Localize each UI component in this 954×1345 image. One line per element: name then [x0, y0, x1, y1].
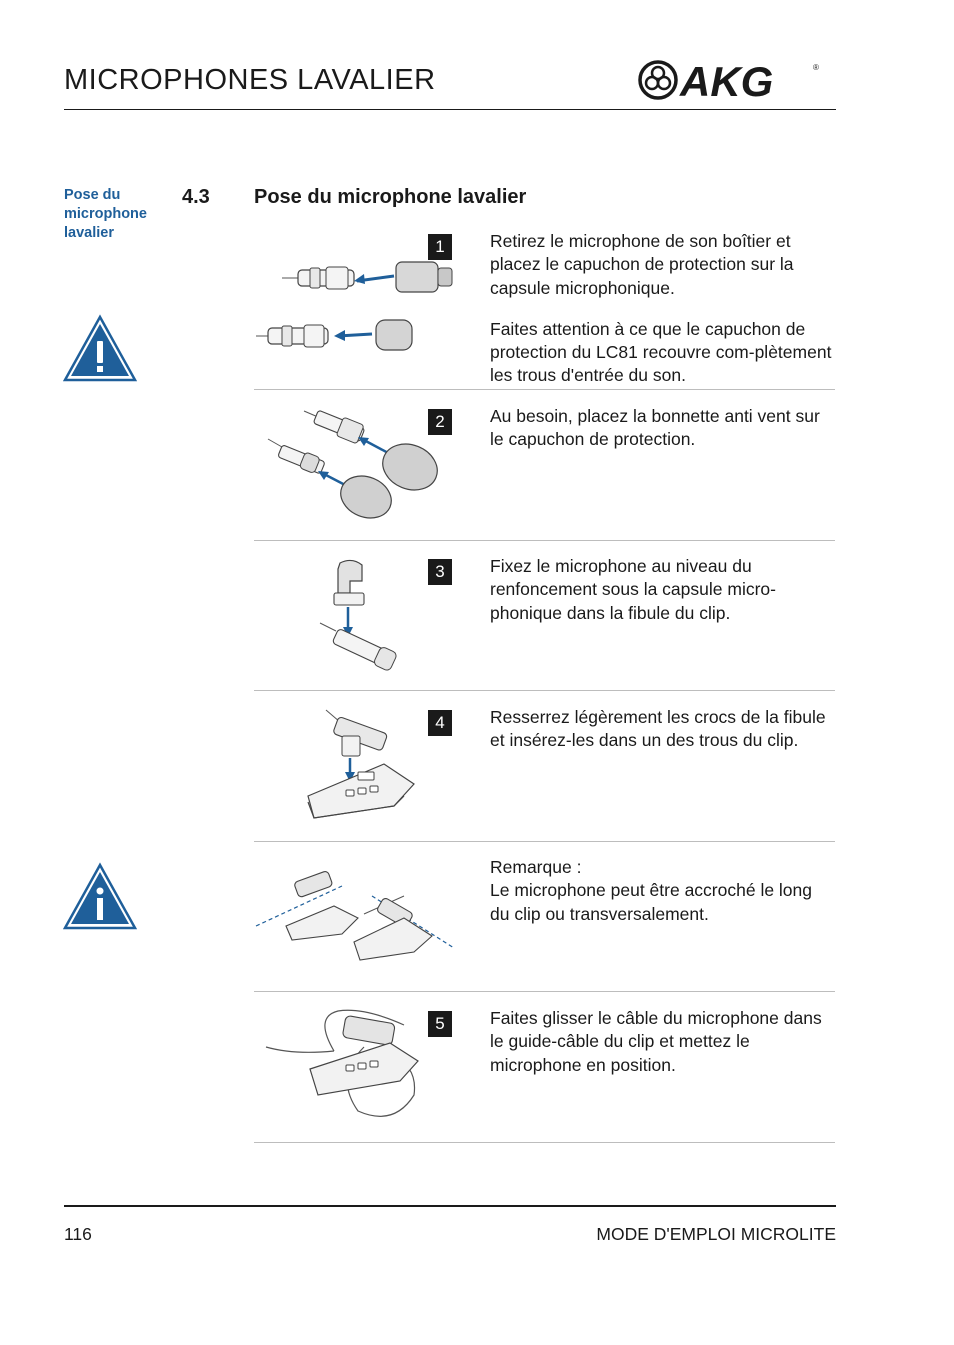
step-paragraph: Retirez le microphone de son boîtier et placez le capuchon de protection sur la capsule microphonique.	[490, 231, 794, 298]
step-paragraph: Le microphone peut être accroché le long du clip ou transversalement.	[490, 880, 813, 924]
step-badge: 5	[428, 1011, 452, 1037]
step-paragraph: Fixez le microphone au niveau du renfoncement sous la capsule micro-phonique dans la fibule du clip.	[490, 556, 776, 623]
footer-title: MODE D'EMPLOI MICROLITE	[596, 1224, 836, 1244]
step-paragraph: Resserrez légèrement les crocs de la fibule et insérez-les dans un des trous du clip.	[490, 707, 826, 751]
step-badge: 4	[428, 710, 452, 736]
step-1-text	[490, 230, 835, 406]
footer-rule	[64, 1205, 836, 1207]
section-number: 4.3	[182, 186, 210, 208]
step-divider	[254, 841, 835, 842]
akg-wordmark: AKG	[680, 58, 774, 102]
step-paragraph: Faites glisser le câble du microphone dans le guide-câble du clip et mettez le microphone en position.	[490, 1008, 822, 1075]
step-2-text	[490, 405, 835, 470]
akg-logo	[638, 58, 820, 102]
step-badge: 1	[428, 234, 452, 260]
step-divider	[254, 540, 835, 541]
step-4-text	[490, 706, 835, 771]
step-divider	[254, 690, 835, 691]
step-divider	[254, 1142, 835, 1143]
step-badge: 3	[428, 559, 452, 585]
remark-illustration	[254, 856, 459, 996]
step-paragraph: Faites attention à ce que le capuchon de protection du LC81 recouvre com-plètement les trous d'entrée du son.	[490, 318, 832, 386]
step-divider	[254, 991, 835, 992]
page-header-title: MICROPHONES LAVALIER	[64, 64, 436, 96]
akg-emblem-icon	[640, 62, 676, 98]
warning-triangle-icon	[63, 314, 137, 382]
step-divider	[254, 389, 835, 390]
margin-note: Pose du microphone lavalier	[64, 187, 147, 241]
step-badge: 2	[428, 409, 452, 435]
step-3-text	[490, 555, 835, 643]
step-5-text	[490, 1007, 835, 1095]
remark-text	[490, 856, 835, 944]
section-title: Pose du microphone lavalier	[254, 186, 527, 208]
page-number: 116	[64, 1224, 92, 1244]
remark-label: Remarque :	[490, 857, 582, 877]
step-paragraph: Au besoin, placez la bonnette anti vent sur le capuchon de protection.	[490, 406, 820, 450]
svg-text:®: ®	[813, 63, 819, 72]
info-triangle-icon	[63, 862, 137, 930]
header-rule	[64, 109, 836, 110]
